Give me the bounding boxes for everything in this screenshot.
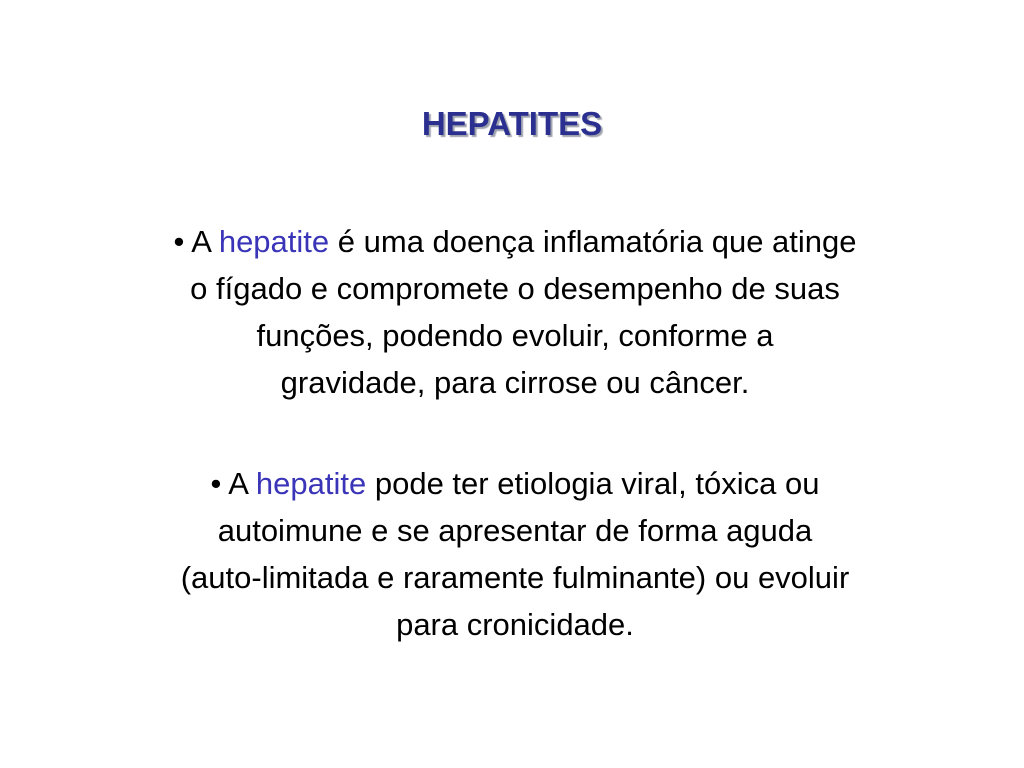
bullet-list: [60, 218, 970, 702]
bullet-item-1: [60, 218, 970, 406]
slide-title: HEPATITES: [421, 105, 603, 142]
bullet-text-line1: pode ter etiologia viral, tóxica ou: [374, 466, 820, 501]
bullet-text-line4: gravidade, para cirrose ou câncer.: [280, 365, 750, 400]
bullet-text-line3: (auto-limitada e raramente fulminante) ou evoluir: [180, 560, 850, 595]
bullet-text-line3: funções, podendo evoluir, conforme a: [256, 318, 774, 353]
keyword-hepatite: hepatite: [218, 224, 330, 259]
bullet-text-line4: para cronicidade.: [396, 607, 634, 642]
keyword-hepatite: hepatite: [255, 466, 367, 501]
bullet-text-line1: é uma doença inflamatória que atinge: [337, 224, 857, 259]
bullet-prefix: A: [191, 224, 211, 259]
bullet-prefix: A: [228, 466, 248, 501]
bullet-text-line2: autoimune e se apresentar de forma aguda: [217, 513, 813, 548]
bullet-item-2: [60, 460, 970, 648]
bullet-marker: •: [210, 466, 222, 501]
bullet-text-line2: o fígado e compromete o desempenho de suas: [190, 271, 840, 306]
bullet-marker: •: [173, 224, 185, 259]
